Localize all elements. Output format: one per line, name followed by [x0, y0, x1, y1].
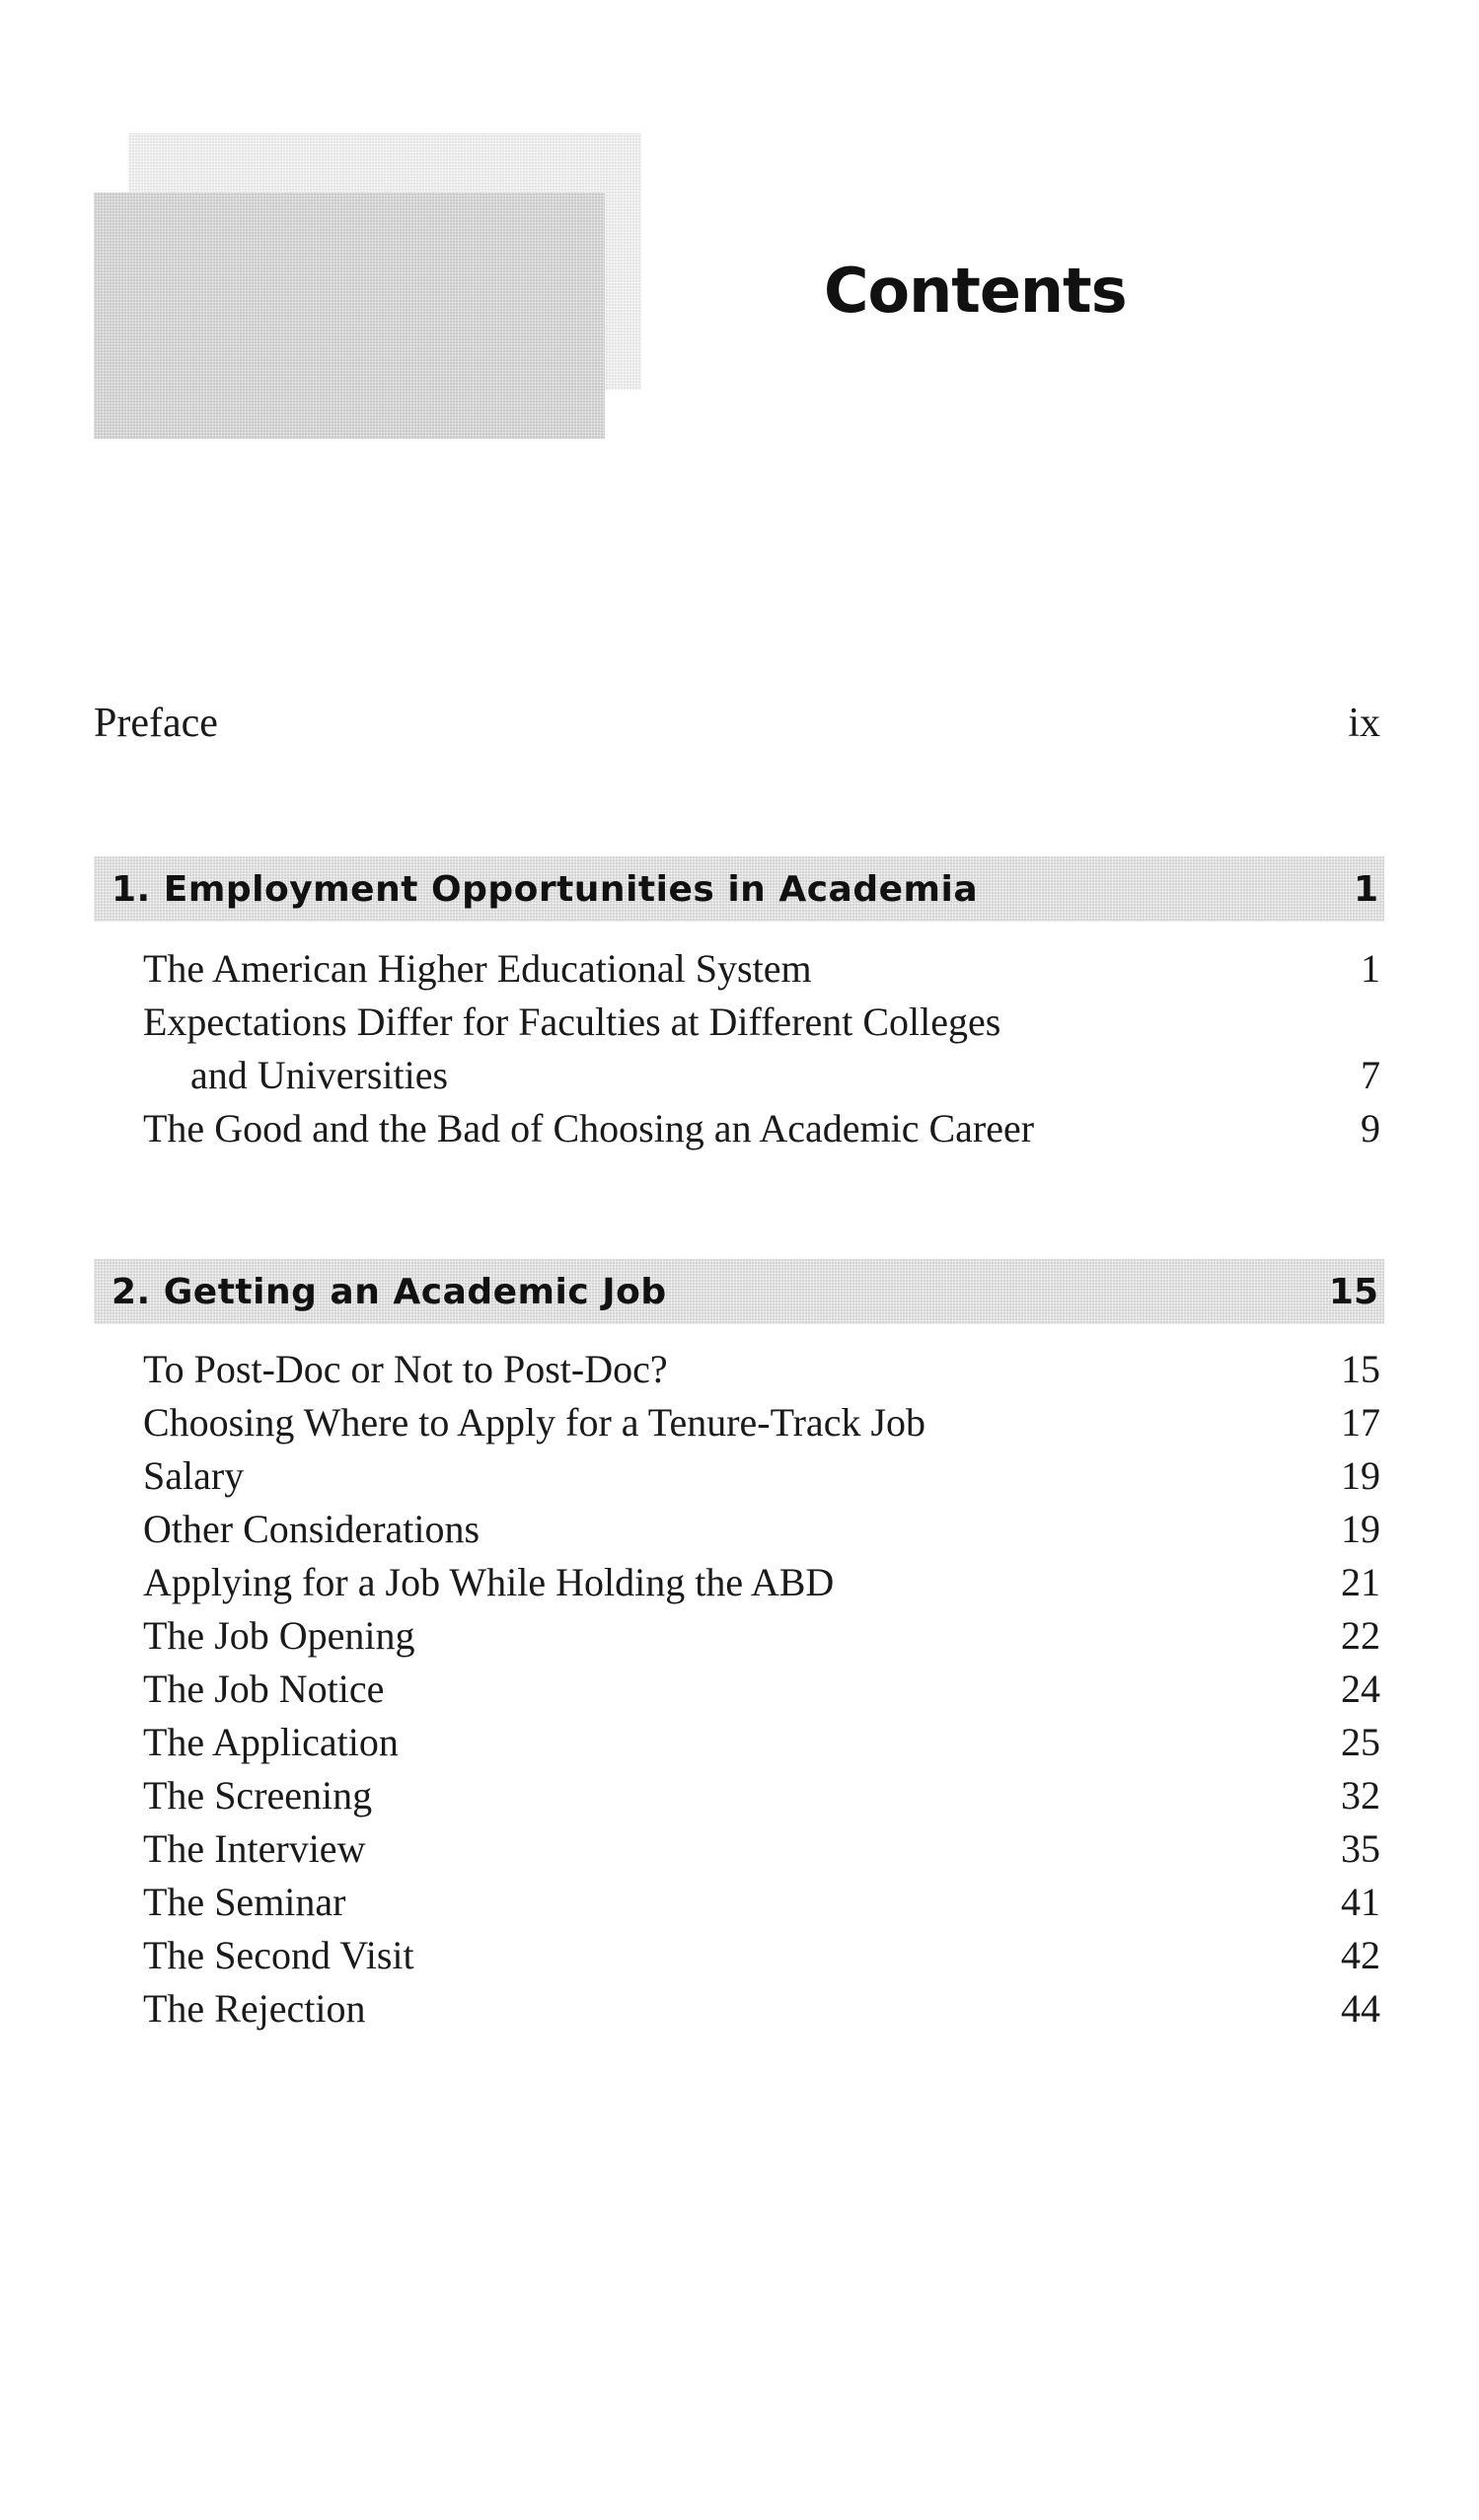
toc-entry-page: 32 [1341, 1773, 1380, 1817]
toc-entry-preface [94, 703, 1380, 744]
toc-entry-page: 41 [1341, 1880, 1380, 1924]
toc-entry-page: 35 [1341, 1826, 1380, 1871]
toc-entry-label: Expectations Differ for Faculties at Different Colleges [143, 1000, 1001, 1044]
toc-entry-page: 19 [1341, 1453, 1380, 1498]
toc-entry-page: ix [1348, 701, 1380, 746]
toc-entry-page: 44 [1341, 1986, 1380, 2031]
toc-entry [143, 1507, 1380, 1551]
toc-entry-label: Applying for a Job While Holding the ABD [143, 1560, 835, 1604]
toc-entry-page: 7 [1361, 1053, 1380, 1097]
toc-entry-page: 24 [1341, 1667, 1380, 1711]
page-title: Contents [824, 255, 1127, 327]
toc-entry-page: 22 [1341, 1613, 1380, 1658]
chapter-heading-1 [94, 856, 1384, 922]
chapter-heading-2 [94, 1259, 1384, 1324]
toc-entry [143, 1880, 1380, 1924]
toc-entry-page: 25 [1341, 1720, 1380, 1764]
toc-entry [143, 1720, 1380, 1764]
toc-entry-label: The Screening [143, 1773, 373, 1817]
chapter-page: 15 [1328, 1271, 1378, 1312]
toc-entry-page: 42 [1341, 1933, 1380, 1977]
toc-entry-page: 15 [1341, 1347, 1380, 1391]
toc-entry-label: The Job Opening [143, 1613, 415, 1658]
toc-entry-label: Salary [143, 1453, 245, 1498]
toc-entry-label: The Job Notice [143, 1667, 385, 1711]
toc-entry [143, 1106, 1380, 1150]
toc-entry [143, 1613, 1380, 1658]
toc-entry-label: The Seminar [143, 1880, 346, 1924]
toc-entry-label: The Rejection [143, 1986, 366, 2031]
toc-entry-page: 1 [1361, 946, 1380, 991]
toc-entry [143, 1986, 1380, 2031]
toc-entry-label: Choosing Where to Apply for a Tenure-Track Job [143, 1400, 926, 1445]
toc-entry [143, 1002, 1380, 1042]
toc-entry-continued [143, 1053, 1380, 1097]
toc-entry [143, 1453, 1380, 1498]
toc-entry [143, 1773, 1380, 1817]
toc-entry [143, 1669, 1380, 1709]
toc-entry-label: The American Higher Educational System [143, 946, 812, 991]
toc-entry [143, 1400, 1380, 1445]
toc-entry-label: The Interview [143, 1826, 366, 1871]
toc-entry-page: 21 [1341, 1560, 1380, 1604]
toc-entry-page: 9 [1361, 1106, 1380, 1150]
chapter-title: 2. Getting an Academic Job [111, 1271, 667, 1312]
toc-entry [143, 1347, 1380, 1391]
toc-entry-label: Preface [94, 701, 218, 746]
decorative-halftone-block-front [94, 192, 605, 439]
toc-entry [143, 1826, 1380, 1871]
toc-entry [143, 1560, 1380, 1604]
toc-entry-label: The Good and the Bad of Choosing an Academic Career [143, 1106, 1035, 1150]
toc-entry-label: The Second Visit [143, 1933, 414, 1977]
toc-entry [143, 946, 1380, 991]
toc-entry-label: Other Considerations [143, 1507, 481, 1551]
toc-entry-label: The Application [143, 1720, 399, 1764]
toc-entry-page: 19 [1341, 1507, 1380, 1551]
toc-entry-label: To Post-Doc or Not to Post-Doc? [143, 1347, 668, 1391]
toc-entry [143, 1933, 1380, 1977]
chapter-page: 1 [1353, 868, 1378, 910]
toc-entry-label: and Universities [190, 1053, 449, 1097]
toc-entry-page: 17 [1341, 1400, 1380, 1445]
chapter-title: 1. Employment Opportunities in Academia [111, 868, 979, 910]
